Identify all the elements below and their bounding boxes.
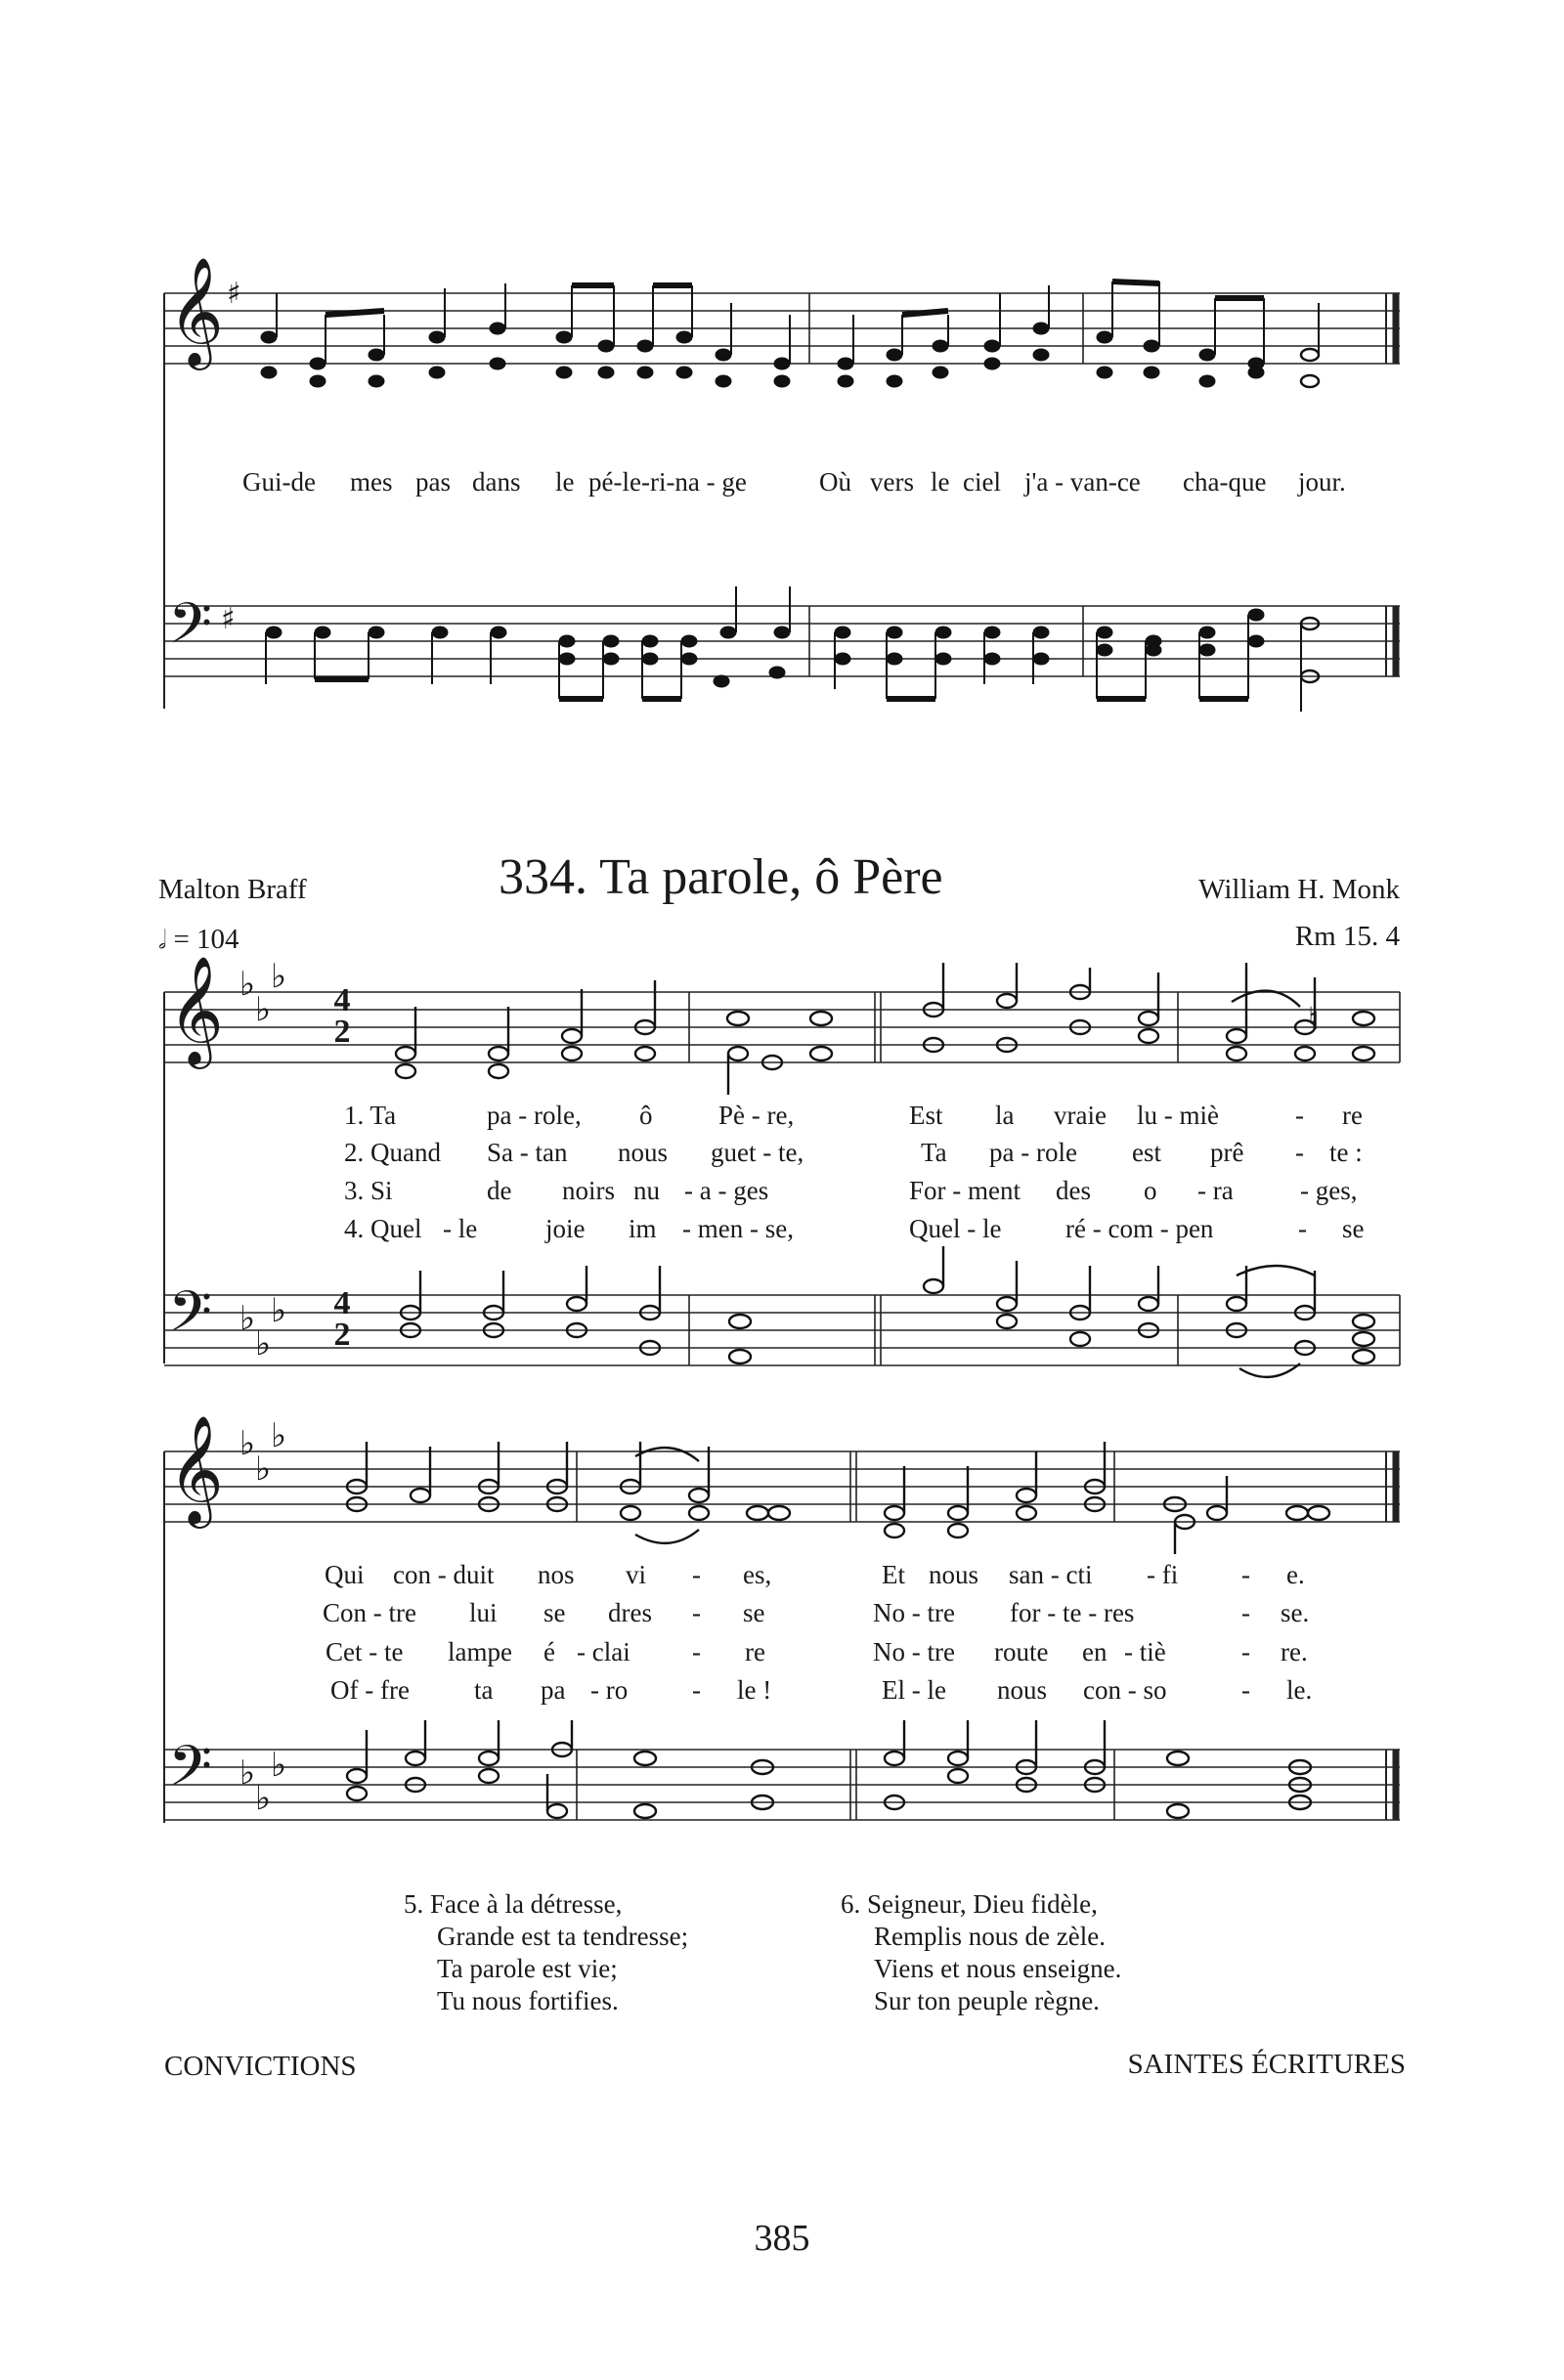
lyric-syllable: nos [538, 1560, 575, 1589]
lyric-syllable: de [487, 1176, 512, 1205]
flat-icon: ♭ [271, 1291, 287, 1330]
lyric-syllable: o [1144, 1176, 1157, 1205]
lyric-syllable: nu [633, 1176, 660, 1205]
lyric-syllable: - fi [1147, 1560, 1179, 1589]
lyric-syllable: Cet - te [326, 1637, 404, 1666]
s1-bass-notes [401, 1246, 1374, 1377]
s2-lyrics-verse-4 [0, 1675, 1564, 1709]
natural-icon: ♮ [1308, 1000, 1320, 1037]
prev-bass-sharp-icon: ♯ [221, 602, 236, 636]
lyric-syllable: 2. Quand [344, 1138, 441, 1167]
stanza-line: Sur ton peuple règne. [874, 1986, 1100, 2015]
lyric-syllable: prê [1210, 1138, 1244, 1167]
lyric-syllable: jour. [1298, 467, 1346, 497]
lyric-syllable: - [692, 1598, 701, 1627]
lyric-syllable: ta [474, 1675, 494, 1705]
flat-icon: ♭ [255, 990, 272, 1029]
lyric-syllable: - [1241, 1598, 1250, 1627]
flat-icon: ♭ [255, 1324, 272, 1363]
lyric-syllable: - ges, [1300, 1176, 1358, 1205]
lyric-syllable: ré - com - pen [1065, 1214, 1214, 1243]
stanza-line: 5. Face à la détresse, [404, 1889, 623, 1919]
lyric-syllable: Con - tre [323, 1598, 416, 1627]
flat-icon: ♭ [239, 1299, 256, 1338]
lyric-syllable: 4. Quel [344, 1214, 422, 1243]
flat-icon: ♭ [271, 957, 287, 996]
lyric-syllable: re [1342, 1101, 1363, 1130]
lyric-syllable: lui [469, 1598, 498, 1627]
lyric-syllable: se [743, 1598, 765, 1627]
lyric-syllable: con - duit [393, 1560, 495, 1589]
lyric-syllable: cha-que [1183, 467, 1267, 497]
lyric-syllable: - le [443, 1214, 478, 1243]
flat-icon: ♭ [239, 965, 256, 1004]
lyric-syllable: le. [1286, 1675, 1313, 1705]
s1-treble-notes [396, 963, 1374, 1095]
lyric-syllable: dans [472, 467, 521, 497]
s1-lyrics-verse-4 [0, 1214, 1564, 1247]
lyric-syllable: se [543, 1598, 566, 1627]
lyric-syllable: le [555, 467, 575, 497]
s2-lyrics-verse-2 [0, 1598, 1564, 1631]
lyric-syllable: mes [350, 467, 393, 497]
composer-left: Malton Braff [158, 874, 307, 905]
stanza-5 [404, 1888, 688, 2017]
lyric-syllable: ciel [963, 467, 1001, 497]
s2-bass-notes [347, 1720, 1311, 1818]
lyric-syllable: ô [639, 1101, 653, 1130]
lyric-syllable: le [931, 467, 950, 497]
lyric-syllable: pa [541, 1675, 566, 1705]
lyric-syllable: le ! [737, 1675, 772, 1705]
lyric-syllable: Qui [325, 1560, 365, 1589]
lyric-syllable: - [1295, 1138, 1304, 1167]
lyric-syllable: dres [608, 1598, 652, 1627]
flat-icon: ♭ [239, 1753, 256, 1793]
stanza-line: 6. Seigneur, Dieu fidèle, [841, 1889, 1098, 1919]
lyric-syllable: Est [909, 1101, 943, 1130]
lyric-syllable: - [1298, 1214, 1307, 1243]
stanza-line: Ta parole est vie; [437, 1954, 618, 1983]
lyric-syllable: noirs [562, 1176, 615, 1205]
lyric-syllable: El - le [882, 1675, 946, 1705]
lyric-syllable: - [1295, 1101, 1304, 1130]
stanza-line: Grande est ta tendresse; [437, 1922, 689, 1951]
stanza-6 [841, 1888, 1121, 2017]
lyric-syllable: san - cti [1009, 1560, 1093, 1589]
lyric-syllable: vraie [1054, 1101, 1107, 1130]
s2-bass-staff [164, 1746, 1400, 1820]
section-right: SAINTES ÉCRITURES [1127, 2049, 1406, 2080]
lyric-syllable: te : [1329, 1138, 1363, 1167]
lyric-syllable: pa - role, [487, 1101, 582, 1130]
lyric-syllable: se. [1281, 1598, 1310, 1627]
lyric-syllable: - [692, 1637, 701, 1666]
lyric-syllable: Et [882, 1560, 905, 1589]
section-left: CONVICTIONS [164, 2051, 357, 2082]
lyric-syllable: - [1241, 1560, 1250, 1589]
composer-right: William H. Monk [1198, 874, 1400, 905]
s1-lyrics-verse-2 [0, 1138, 1564, 1171]
prev-bass-clef-icon: 𝄢 [168, 590, 213, 671]
s1-lyrics-verse-1 [0, 1101, 1564, 1134]
lyric-syllable: route [994, 1637, 1049, 1666]
stanza-line: Viens et nous enseigne. [874, 1954, 1122, 1983]
lyric-syllable: Où [819, 467, 851, 497]
lyric-syllable: Of - fre [330, 1675, 410, 1705]
s1-treble-time-signature [330, 982, 354, 1050]
s2-treble-staff [164, 1451, 1400, 1522]
lyric-syllable: - [692, 1675, 701, 1705]
time-sig-top: 4 [333, 982, 351, 1018]
s2-treble-clef-icon: 𝄞 [168, 1414, 224, 1524]
lyric-syllable: - clai [577, 1637, 630, 1666]
tempo-marking [158, 924, 239, 956]
time-sig-bottom: 2 [333, 1014, 351, 1050]
lyric-syllable: des [1056, 1176, 1091, 1205]
lyric-syllable: é [543, 1637, 555, 1666]
lyric-syllable: Gui-de [242, 467, 316, 497]
stanza-line: Remplis nous de zèle. [874, 1922, 1106, 1951]
lyric-syllable: e. [1286, 1560, 1305, 1589]
flat-icon: ♭ [255, 1779, 272, 1818]
lyric-syllable: nous [618, 1138, 669, 1167]
lyric-syllable: pas [415, 467, 451, 497]
lyric-syllable: for - te - res [1010, 1598, 1135, 1627]
lyric-syllable: est [1132, 1138, 1161, 1167]
tempo-value: = 104 [173, 924, 239, 955]
lyric-syllable: Quel - le [909, 1214, 1002, 1243]
lyric-syllable: guet - te, [711, 1138, 804, 1167]
s1-bass-clef-icon: 𝄢 [168, 1278, 213, 1359]
s1-lyrics-verse-3 [0, 1176, 1564, 1209]
lyric-syllable: - [1241, 1675, 1250, 1705]
s2-lyrics-verse-1 [0, 1560, 1564, 1593]
stanza-line: Tu nous fortifies. [437, 1986, 619, 2015]
s1-treble-clef-icon: 𝄞 [168, 955, 224, 1064]
lyric-syllable: la [995, 1101, 1015, 1130]
lyric-syllable: For - ment [909, 1176, 1021, 1205]
hymn-heading [499, 848, 943, 906]
time-sig-bottom: 2 [333, 1317, 351, 1353]
flat-icon: ♭ [271, 1746, 287, 1785]
lyric-syllable: No - tre [873, 1598, 955, 1627]
s2-lyrics-verse-3 [0, 1637, 1564, 1670]
lyric-syllable: es, [743, 1560, 772, 1589]
flat-icon: ♭ [239, 1424, 256, 1463]
lyric-syllable: Pè - re, [718, 1101, 795, 1130]
s2-treble-notes [347, 1442, 1329, 1554]
s1-bass-time-signature [330, 1285, 354, 1353]
lyric-syllable: pa - role [989, 1138, 1077, 1167]
lyric-syllable: pé-le-ri-na - ge [588, 467, 747, 497]
lyric-syllable: se [1342, 1214, 1365, 1243]
lyric-syllable: nous [997, 1675, 1048, 1705]
lyric-syllable: lu - miè [1137, 1101, 1219, 1130]
lyric-syllable: Ta [921, 1138, 947, 1167]
hymn-title: Ta parole, ô Père [599, 849, 943, 905]
lyric-syllable: vi [626, 1560, 647, 1589]
lyric-syllable: re. [1281, 1637, 1308, 1666]
hymn-number: 334. [499, 849, 587, 905]
lyric-syllable: en [1082, 1637, 1108, 1666]
lyric-syllable: - [692, 1560, 701, 1589]
page-number: 385 [754, 2218, 810, 2259]
lyric-syllable: - ro [590, 1675, 629, 1705]
flat-icon: ♭ [255, 1450, 272, 1489]
prev-bass-staff [164, 606, 1400, 676]
time-sig-top: 4 [333, 1285, 351, 1321]
lyric-syllable: - [1241, 1637, 1250, 1666]
lyric-syllable: - men - se, [682, 1214, 794, 1243]
lyric-syllable: No - tre [873, 1637, 955, 1666]
lyric-syllable: lampe [448, 1637, 512, 1666]
lyric-syllable: im [629, 1214, 657, 1243]
lyric-syllable: - tiè [1124, 1637, 1166, 1666]
lyric-syllable: 1. Ta [344, 1101, 397, 1130]
lyric-syllable: vers [870, 467, 914, 497]
lyric-syllable: nous [929, 1560, 979, 1589]
s2-bass-clef-icon: 𝄢 [168, 1733, 213, 1813]
scripture-reference: Rm 15. 4 [1294, 921, 1400, 952]
lyric-syllable: - ra [1197, 1176, 1234, 1205]
prev-treble-notes [261, 281, 1319, 387]
lyric-syllable: con - so [1083, 1675, 1167, 1705]
half-note-icon: 𝅗𝅥 [158, 926, 167, 955]
prev-treble-clef-icon: 𝄞 [168, 256, 224, 366]
lyric-syllable: Sa - tan [487, 1138, 568, 1167]
lyric-syllable: re [745, 1637, 765, 1666]
lyric-syllable: j'a - van-ce [1024, 467, 1141, 497]
prev-treble-sharp-icon: ♯ [227, 277, 241, 311]
prev-lyrics-line [0, 467, 1564, 500]
lyric-syllable: joie [545, 1214, 586, 1243]
lyric-syllable: 3. Si [344, 1176, 393, 1205]
lyric-syllable: - a - ges [684, 1176, 769, 1205]
flat-icon: ♭ [271, 1416, 287, 1455]
